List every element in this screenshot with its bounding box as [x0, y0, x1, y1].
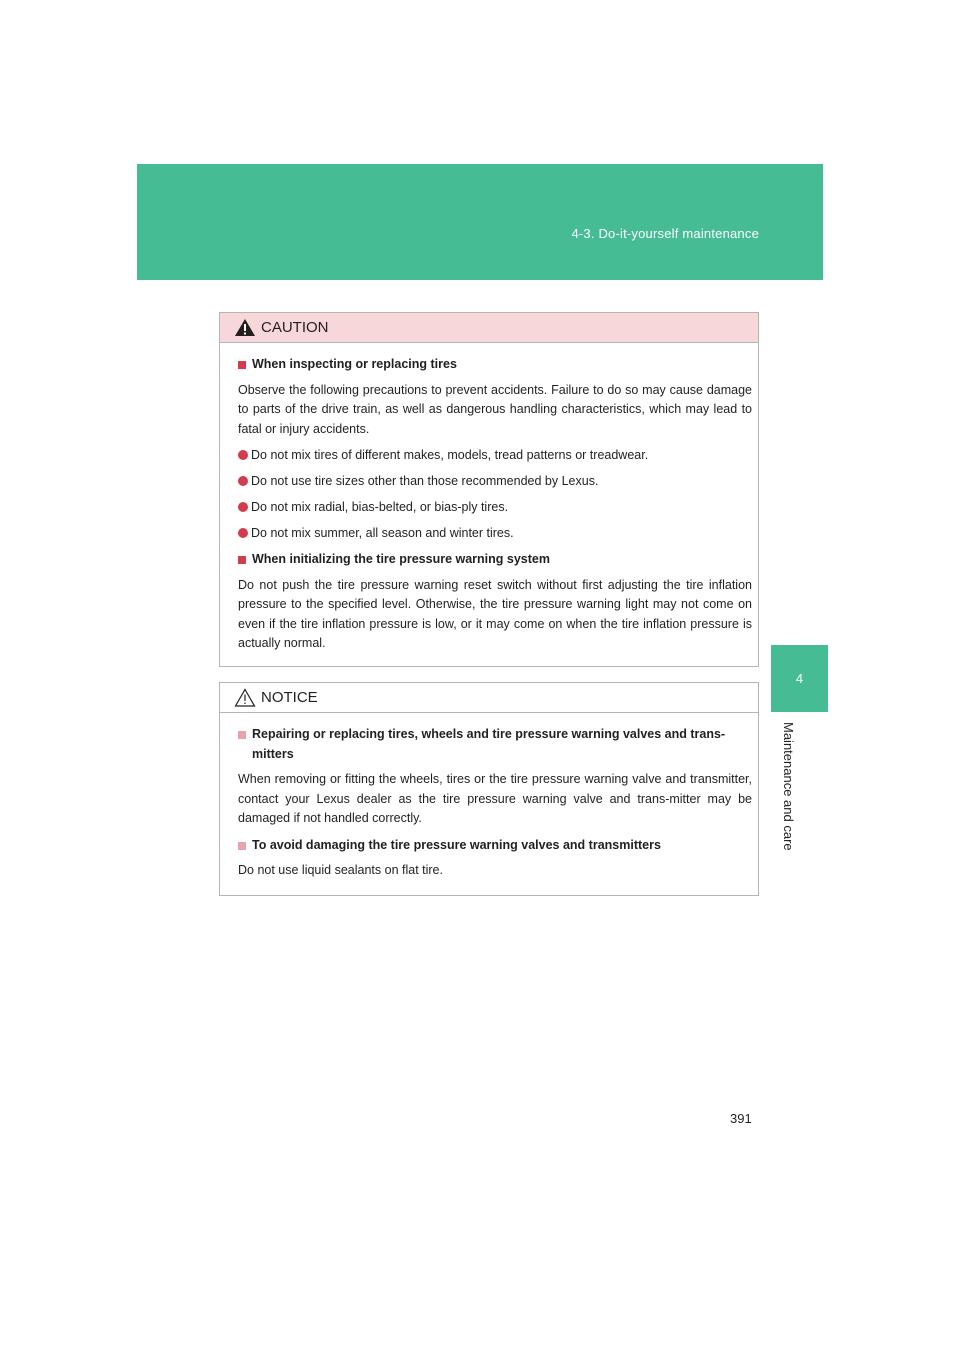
notice-title: NOTICE	[261, 689, 318, 706]
bullet-text: Do not use tire sizes other than those recommended by Lexus.	[251, 474, 599, 488]
chapter-label: Maintenance and care	[781, 722, 796, 851]
square-bullet-icon	[238, 361, 246, 369]
caution-header	[220, 313, 758, 343]
warning-triangle-icon	[234, 318, 256, 337]
section-title: 4-3. Do-it-yourself maintenance	[571, 226, 759, 241]
notice-section-1	[238, 725, 752, 829]
header-band	[137, 164, 823, 280]
notice-body	[220, 713, 758, 881]
caution-heading-2	[238, 550, 752, 570]
caution-text-1: Observe the following precautions to prevent accidents. Failure to do so may cause damage to parts of the drive train, as well as dangerous handling characteristics, which may lead to fatal or injury accidents.	[238, 382, 752, 436]
round-bullet-icon	[238, 502, 248, 512]
caution-box	[219, 312, 759, 667]
list-item	[238, 446, 752, 466]
square-bullet-icon	[238, 731, 246, 739]
notice-heading-2	[238, 836, 752, 856]
round-bullet-icon	[238, 450, 248, 460]
notice-box	[219, 682, 759, 896]
chapter-tab	[771, 645, 828, 712]
round-bullet-icon	[238, 528, 248, 538]
bullet-text: Do not mix tires of different makes, models, tread patterns or treadwear.	[251, 448, 649, 462]
notice-text-2: Do not use liquid sealants on flat tire.	[238, 863, 443, 877]
notice-header	[220, 683, 758, 713]
page-number: 391	[730, 1111, 752, 1126]
caution-body	[220, 343, 758, 654]
bullet-text: Do not mix radial, bias-belted, or bias-ply tires.	[251, 500, 509, 514]
list-item	[238, 472, 752, 492]
list-item	[238, 524, 752, 544]
caution-section-2	[238, 550, 752, 654]
square-bullet-icon	[238, 556, 246, 564]
caution-bullet-list	[238, 446, 752, 544]
round-bullet-icon	[238, 476, 248, 486]
notice-heading-2-text: To avoid damaging the tire pressure warning valves and transmitters	[252, 837, 661, 852]
warning-triangle-outline-icon	[234, 688, 256, 707]
square-bullet-icon	[238, 842, 246, 850]
caution-heading-1-text: When inspecting or replacing tires	[252, 357, 457, 371]
notice-section-2	[238, 836, 752, 881]
caution-heading-2-text: When initializing the tire pressure warning system	[252, 552, 550, 566]
caution-text-2: Do not push the tire pressure warning reset switch without first adjusting the tire inflation pressure to the specified level. Otherwise, the tire pressure warning light may not come on even if the tire inflation pressure is low, or it may come on when the tire inflation pressure is actually normal.	[238, 577, 752, 650]
list-item	[238, 498, 752, 518]
chapter-number: 4	[795, 671, 804, 686]
notice-text-1: When removing or fitting the wheels, tires or the tire pressure warning valve and transmitter, contact your Lexus dealer as the tire pressure warning valve and trans-mitter may be damaged if not handled correctly.	[238, 772, 752, 825]
caution-heading-1	[238, 355, 752, 375]
notice-heading-1-text: Repairing or replacing tires, wheels and tire pressure warning valves and trans-mitters	[252, 727, 726, 761]
caution-section-1	[238, 355, 752, 544]
caution-title: CAUTION	[261, 319, 329, 336]
bullet-text: Do not mix summer, all season and winter tires.	[251, 526, 514, 540]
notice-heading-1	[238, 725, 752, 764]
